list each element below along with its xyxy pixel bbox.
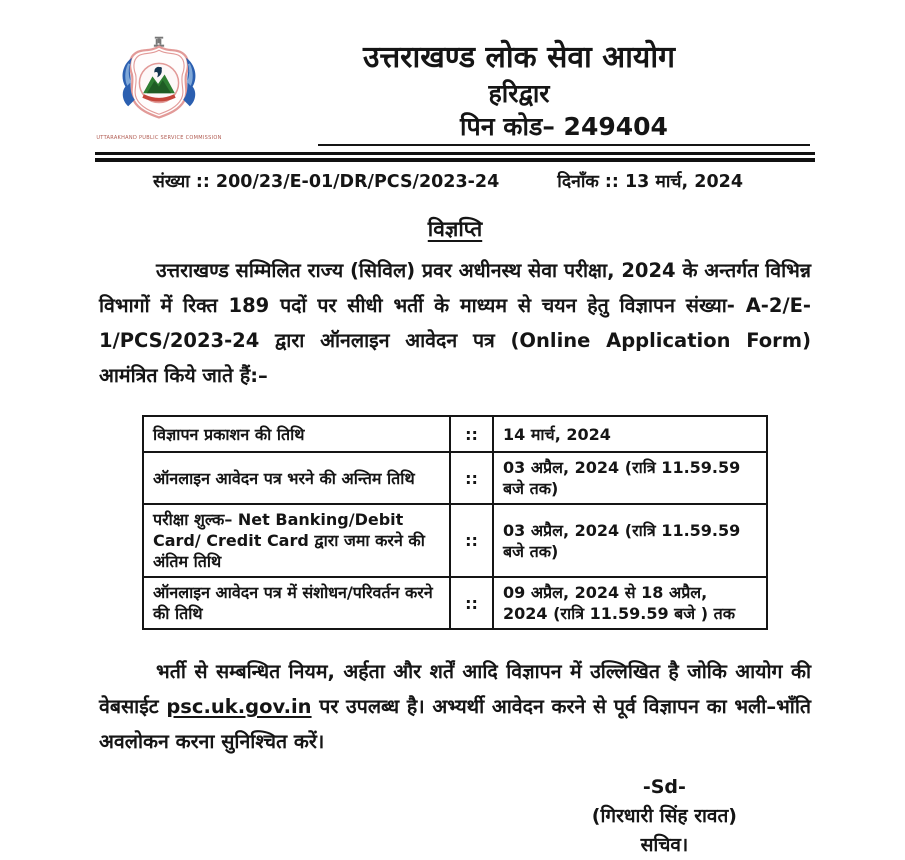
row-label: ऑनलाइन आवेदन पत्र में संशोधन/परिवर्तन करने की तिथि — [143, 577, 450, 629]
row-separator: :: — [450, 577, 493, 629]
notice-heading: विज्ञप्ति — [427, 217, 483, 241]
row-label: परीक्षा शुल्क– Net Banking/Debit Card/ Credit Card द्वारा जमा करने की अंतिम तिथि — [143, 504, 450, 577]
reference-date: दिनाँक :: 13 मार्च, 2024 — [557, 172, 743, 192]
table-row — [143, 577, 767, 629]
row-label: विज्ञापन प्रकाशन की तिथि — [143, 416, 450, 452]
row-value: 03 अप्रैल, 2024 (रात्रि 11.59.59 बजे तक) — [493, 452, 767, 504]
closing-paragraph — [99, 654, 811, 759]
uttarakhand-psc-crest-icon — [103, 115, 215, 134]
signatory-designation: सचिव। — [640, 834, 689, 856]
pin-code-line: पिन कोड– 249404 — [460, 112, 668, 141]
closing-text-before: भर्ती से सम्बन्धित नियम, अर्हता और शर्तें आदि विज्ञापन में उल्लिखित है जोकि आयोग की वेबसाईट — [99, 660, 811, 718]
row-separator: :: — [450, 452, 493, 504]
schedule-table — [142, 415, 768, 630]
signatory-name: (गिरधारी सिंह रावत) — [591, 805, 737, 827]
pin-code-underline — [318, 112, 810, 146]
table-row — [143, 452, 767, 504]
reference-number: संख्या :: 200/23/E-01/DR/PCS/2023-24 — [153, 172, 500, 192]
row-separator: :: — [450, 504, 493, 577]
commission-website: psc.uk.gov.in — [166, 695, 312, 718]
logo-block — [95, 34, 223, 141]
org-name: उत्तराखण्ड लोक सेवा आयोग — [363, 40, 675, 75]
header-divider — [95, 152, 815, 162]
document-header — [95, 34, 815, 146]
row-value: 14 मार्च, 2024 — [493, 416, 767, 452]
reference-row — [95, 162, 815, 193]
row-separator: :: — [450, 416, 493, 452]
logo-caption: UTTARAKHAND PUBLIC SERVICE COMMISSION — [96, 135, 222, 141]
closing-text-after: पर उपलब्ध है। अभ्यर्थी आवेदन करने से पूर्व विज्ञापन का भली–भाँति अवलोकन करना सुनिश्चित करें। — [99, 695, 811, 753]
row-value: 09 अप्रैल, 2024 से 18 अप्रैल, 2024 (रात्रि 11.59.59 बजे ) तक — [493, 577, 767, 629]
row-label: ऑनलाइन आवेदन पत्र भरने की अन्तिम तिथि — [143, 452, 450, 504]
header-titles — [223, 34, 815, 146]
signature-block — [592, 773, 737, 860]
org-city: हरिद्वार — [488, 79, 550, 108]
table-row — [143, 416, 767, 452]
table-row — [143, 504, 767, 577]
row-value: 03 अप्रैल, 2024 (रात्रि 11.59.59 बजे तक) — [493, 504, 767, 577]
signature-sd: -Sd- — [642, 776, 686, 798]
intro-paragraph: उत्तराखण्ड सम्मिलित राज्य (सिविल) प्रवर अधीनस्थ सेवा परीक्षा, 2024 के अन्तर्गत विभिन्न विभागों में रिक्त 189 पदों पर सीधी भर्ती के माध्यम से चयन हेतु विज्ञापन संख्या- A-2/E-1/PCS/2023-24 द्वारा ऑनलाइन आवेदन पत्र (Online Application Form) आमंत्रित किये जाते हैं:– — [99, 259, 811, 387]
